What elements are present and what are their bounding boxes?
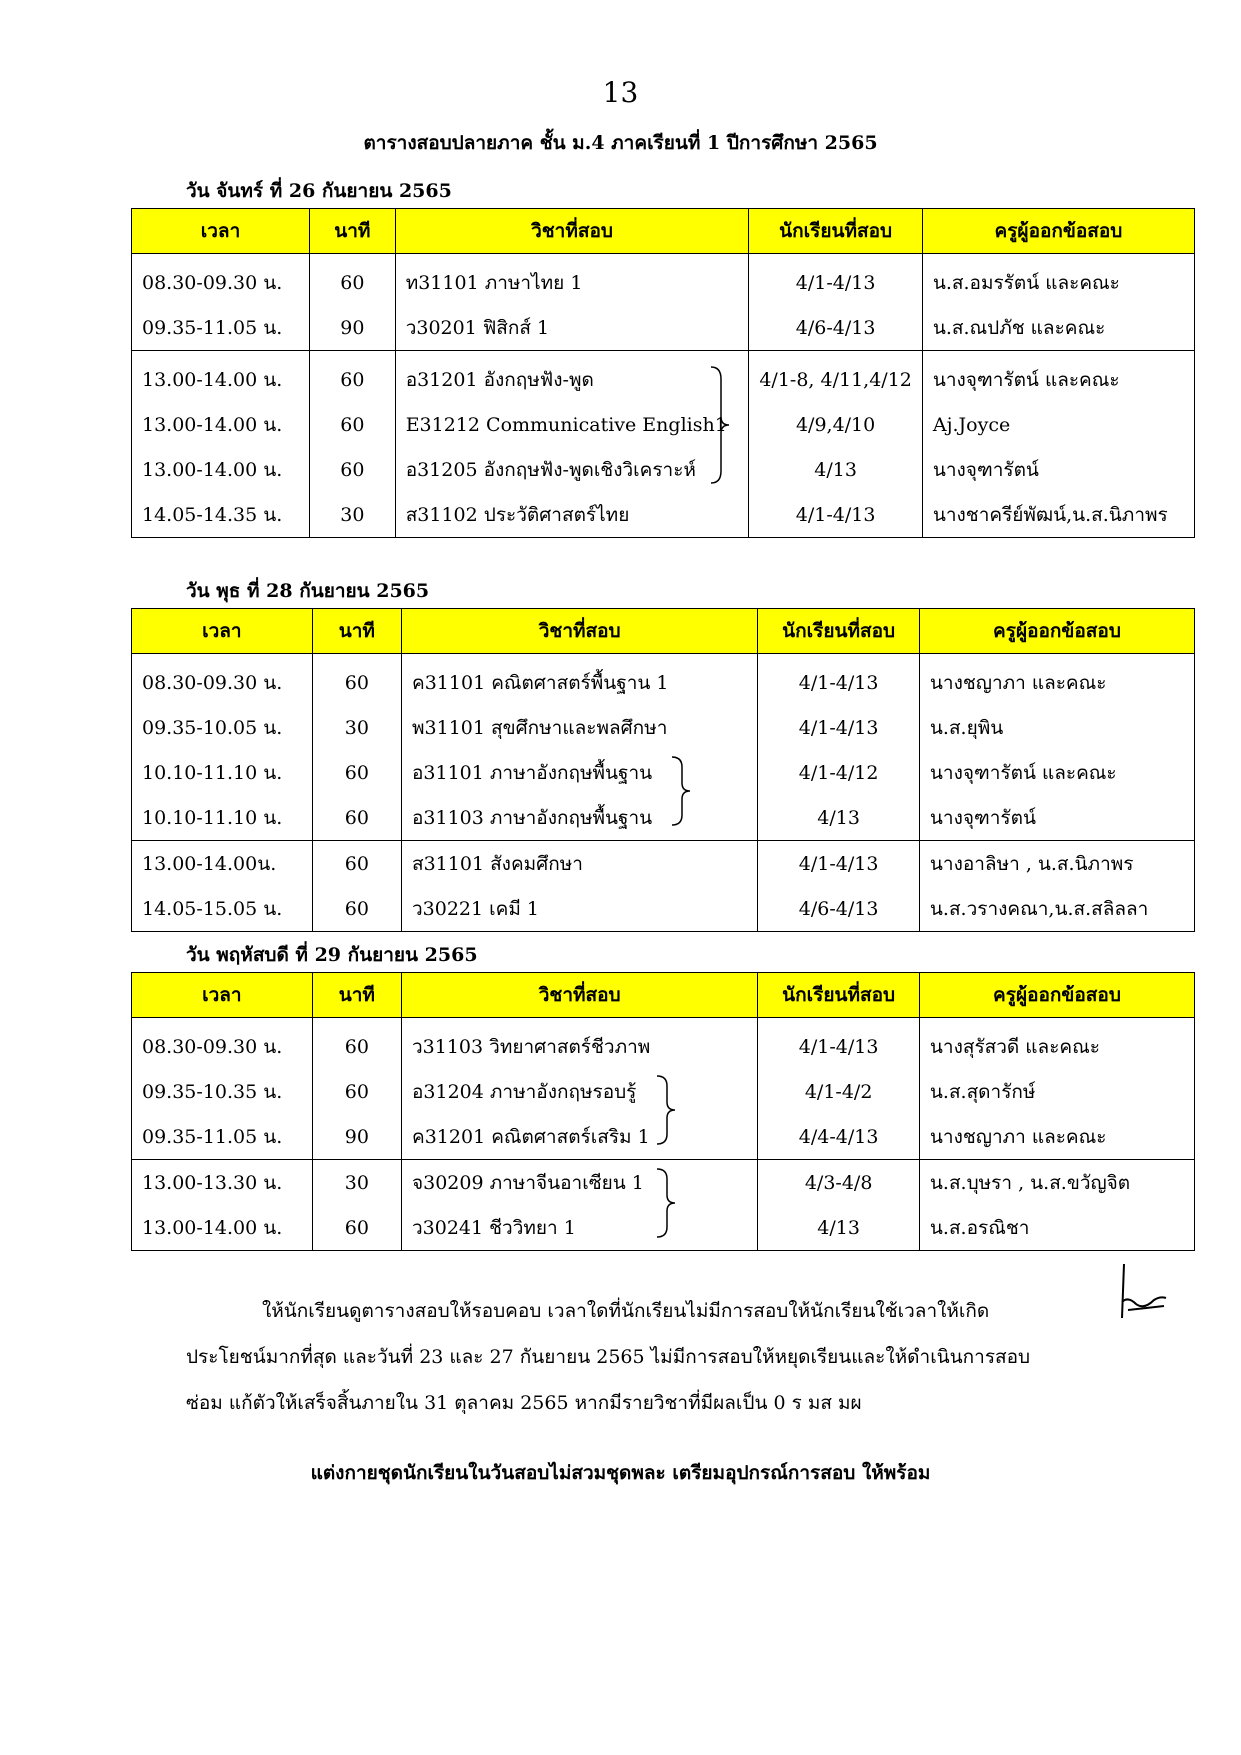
cell-teacher: นางจุฑารัตน์ (922, 447, 1194, 492)
table-row (132, 305, 1195, 351)
cell-time: 14.05-14.35 น. (132, 492, 310, 538)
cell-students: 4/1-4/13 (758, 705, 920, 750)
cell-subject: ท31101 ภาษาไทย 1 (395, 254, 749, 306)
cell-teacher: นางอาลิษา , น.ส.นิภาพร (919, 841, 1194, 887)
cell-subject: ว30241 ชีววิทยา 1 (402, 1205, 758, 1251)
table-row (132, 886, 1195, 932)
cell-students: 4/1-4/13 (749, 254, 923, 306)
paragraph-line: ให้นักเรียนดูตารางสอบให้รอบคอบ เวลาใดที่นักเรียนไม่มีการสอบให้นักเรียนใช้เวลาให้เกิด (262, 1300, 990, 1322)
cell-subject: ค31201 คณิตศาสตร์เสริม 1 (402, 1114, 758, 1160)
cell-teacher: น.ส.อรณิชา (919, 1205, 1194, 1251)
cell-minutes: 60 (312, 841, 401, 887)
table-header-row (132, 609, 1195, 654)
header-students: นักเรียนที่สอบ (749, 209, 923, 254)
cell-teacher: น.ส.สุดารักษ์ (919, 1069, 1194, 1114)
cell-time: 13.00-14.00 น. (132, 402, 310, 447)
day-title-monday: วัน จันทร์ ที่ 26 กันยายน 2565 (186, 180, 452, 202)
cell-teacher: นางจุฑารัตน์ และคณะ (922, 351, 1194, 403)
group-brace-icon (655, 1167, 679, 1239)
cell-subject: ว30201 ฟิสิกส์ 1 (395, 305, 749, 351)
cell-subject: ว31103 วิทยาศาสตร์ชีวภาพ (402, 1018, 758, 1070)
cell-teacher: นางชญาภา และคณะ (919, 1114, 1194, 1160)
cell-time: 13.00-14.00 น. (132, 351, 310, 403)
cell-minutes: 30 (310, 492, 396, 538)
cell-subject: อ31205 อังกฤษฟัง-พูดเชิงวิเคราะห์ (395, 447, 749, 492)
cell-teacher: นางจุฑารัตน์ (919, 795, 1194, 841)
table-row (132, 492, 1195, 538)
cell-students: 4/13 (749, 447, 923, 492)
group-brace-icon (709, 365, 733, 485)
cell-subject: อ31101 ภาษาอังกฤษพื้นฐาน (402, 750, 758, 795)
cell-teacher: น.ส.ณปภัช และคณะ (922, 305, 1194, 351)
cell-minutes: 60 (310, 351, 396, 403)
page-number: 13 (602, 76, 639, 109)
cell-students: 4/4-4/13 (758, 1114, 920, 1160)
header-minutes: นาที (310, 209, 396, 254)
cell-minutes: 60 (310, 447, 396, 492)
cell-minutes: 60 (312, 1205, 401, 1251)
cell-subject: E31212 Communicative English1 (395, 402, 749, 447)
cell-minutes: 90 (312, 1114, 401, 1160)
header-teacher: ครูผู้ออกข้อสอบ (919, 973, 1194, 1018)
cell-minutes: 60 (312, 654, 401, 706)
cell-minutes: 60 (310, 254, 396, 306)
table-row (132, 402, 1195, 447)
cell-time: 10.10-11.10 น. (132, 795, 313, 841)
dress-code-note: แต่งกายชุดนักเรียนในวันสอบไม่สวมชุดพละ เตรียมอุปกรณ์การสอบ ให้พร้อม (310, 1462, 931, 1484)
group-brace-icon (655, 1074, 679, 1146)
cell-students: 4/1-4/13 (758, 654, 920, 706)
header-minutes: นาที (312, 609, 401, 654)
cell-students: 4/6-4/13 (749, 305, 923, 351)
cell-students: 4/3-4/8 (758, 1160, 920, 1206)
cell-students: 4/6-4/13 (758, 886, 920, 932)
cell-subject: ค31101 คณิตศาสตร์พื้นฐาน 1 (402, 654, 758, 706)
cell-teacher: น.ส.วรางคณา,น.ส.สลิลลา (919, 886, 1194, 932)
cell-time: 09.35-10.35 น. (132, 1069, 313, 1114)
cell-teacher: Aj.Joyce (922, 402, 1194, 447)
header-teacher: ครูผู้ออกข้อสอบ (919, 609, 1194, 654)
paragraph-line: ประโยชน์มากที่สุด และวันที่ 23 และ 27 กันยายน 2565 ไม่มีการสอบให้หยุดเรียนและให้ดำเนินการสอบ (186, 1346, 1031, 1368)
cell-subject: จ30209 ภาษาจีนอาเซียน 1 (402, 1160, 758, 1206)
day-title-wednesday: วัน พุธ ที่ 28 กันยายน 2565 (186, 580, 430, 602)
cell-time: 10.10-11.10 น. (132, 750, 313, 795)
exam-table-monday (131, 208, 1195, 538)
cell-students: 4/1-8, 4/11,4/12 (749, 351, 923, 403)
cell-minutes: 60 (310, 402, 396, 447)
paragraph-line: ซ่อม แก้ตัวให้เสร็จสิ้นภายใน 31 ตุลาคม 2565 หากมีรายวิชาที่มีผลเป็น 0 ร มส มผ (186, 1392, 862, 1414)
cell-subject: อ31204 ภาษาอังกฤษรอบรู้ (402, 1069, 758, 1114)
cell-teacher: น.ส.ยุพิน (919, 705, 1194, 750)
cell-subject: ส31102 ประวัติศาสตร์ไทย (395, 492, 749, 538)
table-row (132, 654, 1195, 706)
cell-students: 4/13 (758, 1205, 920, 1251)
cell-time: 13.00-14.00 น. (132, 1205, 313, 1251)
table-row (132, 351, 1195, 403)
header-students: นักเรียนที่สอบ (758, 609, 920, 654)
cell-time: 09.35-11.05 น. (132, 305, 310, 351)
exam-table-wednesday (131, 608, 1195, 932)
header-subject: วิชาที่สอบ (395, 209, 749, 254)
cell-students: 4/9,4/10 (749, 402, 923, 447)
cell-time: 13.00-14.00 น. (132, 447, 310, 492)
cell-students: 4/1-4/13 (758, 1018, 920, 1070)
header-time: เวลา (132, 973, 313, 1018)
header-subject: วิชาที่สอบ (402, 609, 758, 654)
cell-subject: พ31101 สุขศึกษาและพลศึกษา (402, 705, 758, 750)
cell-minutes: 30 (312, 1160, 401, 1206)
table-header-row (132, 973, 1195, 1018)
cell-students: 4/1-4/2 (758, 1069, 920, 1114)
header-time: เวลา (132, 209, 310, 254)
cell-minutes: 60 (312, 886, 401, 932)
table-row (132, 254, 1195, 306)
cell-time: 08.30-09.30 น. (132, 654, 313, 706)
table-row (132, 447, 1195, 492)
cell-time: 08.30-09.30 น. (132, 254, 310, 306)
table-row (132, 750, 1195, 795)
cell-time: 08.30-09.30 น. (132, 1018, 313, 1070)
cell-teacher: น.ส.บุษรา , น.ส.ขวัญจิต (919, 1160, 1194, 1206)
signature (1114, 1262, 1170, 1322)
cell-subject: อ31103 ภาษาอังกฤษพื้นฐาน (402, 795, 758, 841)
group-brace-icon (670, 755, 694, 827)
cell-teacher: น.ส.อมรรัตน์ และคณะ (922, 254, 1194, 306)
cell-students: 4/1-4/12 (758, 750, 920, 795)
cell-teacher: นางชาครีย์พัฒน์,น.ส.นิภาพร (922, 492, 1194, 538)
header-subject: วิชาที่สอบ (402, 973, 758, 1018)
table-row (132, 1018, 1195, 1070)
cell-minutes: 60 (312, 1069, 401, 1114)
page-title: ตารางสอบปลายภาค ชั้น ม.4 ภาคเรียนที่ 1 ปีการศึกษา 2565 (363, 132, 878, 154)
cell-minutes: 30 (312, 705, 401, 750)
cell-students: 4/13 (758, 795, 920, 841)
cell-minutes: 60 (312, 750, 401, 795)
day-title-thursday: วัน พฤหัสบดี ที่ 29 กันยายน 2565 (186, 944, 478, 966)
cell-minutes: 60 (312, 795, 401, 841)
table-header-row (132, 209, 1195, 254)
cell-students: 4/1-4/13 (758, 841, 920, 887)
cell-subject: ส31101 สังคมศึกษา (402, 841, 758, 887)
table-row (132, 795, 1195, 841)
header-minutes: นาที (312, 973, 401, 1018)
cell-subject: ว30221 เคมี 1 (402, 886, 758, 932)
header-students: นักเรียนที่สอบ (758, 973, 920, 1018)
cell-teacher: นางชญาภา และคณะ (919, 654, 1194, 706)
instruction-paragraph (186, 1288, 1116, 1426)
cell-time: 14.05-15.05 น. (132, 886, 313, 932)
header-time: เวลา (132, 609, 313, 654)
cell-time: 09.35-10.05 น. (132, 705, 313, 750)
cell-minutes: 90 (310, 305, 396, 351)
cell-time: 13.00-14.00น. (132, 841, 313, 887)
cell-time: 09.35-11.05 น. (132, 1114, 313, 1160)
cell-teacher: นางจุฑารัตน์ และคณะ (919, 750, 1194, 795)
table-row (132, 705, 1195, 750)
table-row (132, 841, 1195, 887)
cell-time: 13.00-13.30 น. (132, 1160, 313, 1206)
header-teacher: ครูผู้ออกข้อสอบ (922, 209, 1194, 254)
cell-teacher: นางสุรัสวดี และคณะ (919, 1018, 1194, 1070)
cell-minutes: 60 (312, 1018, 401, 1070)
cell-students: 4/1-4/13 (749, 492, 923, 538)
cell-subject: อ31201 อังกฤษฟัง-พูด (395, 351, 749, 403)
